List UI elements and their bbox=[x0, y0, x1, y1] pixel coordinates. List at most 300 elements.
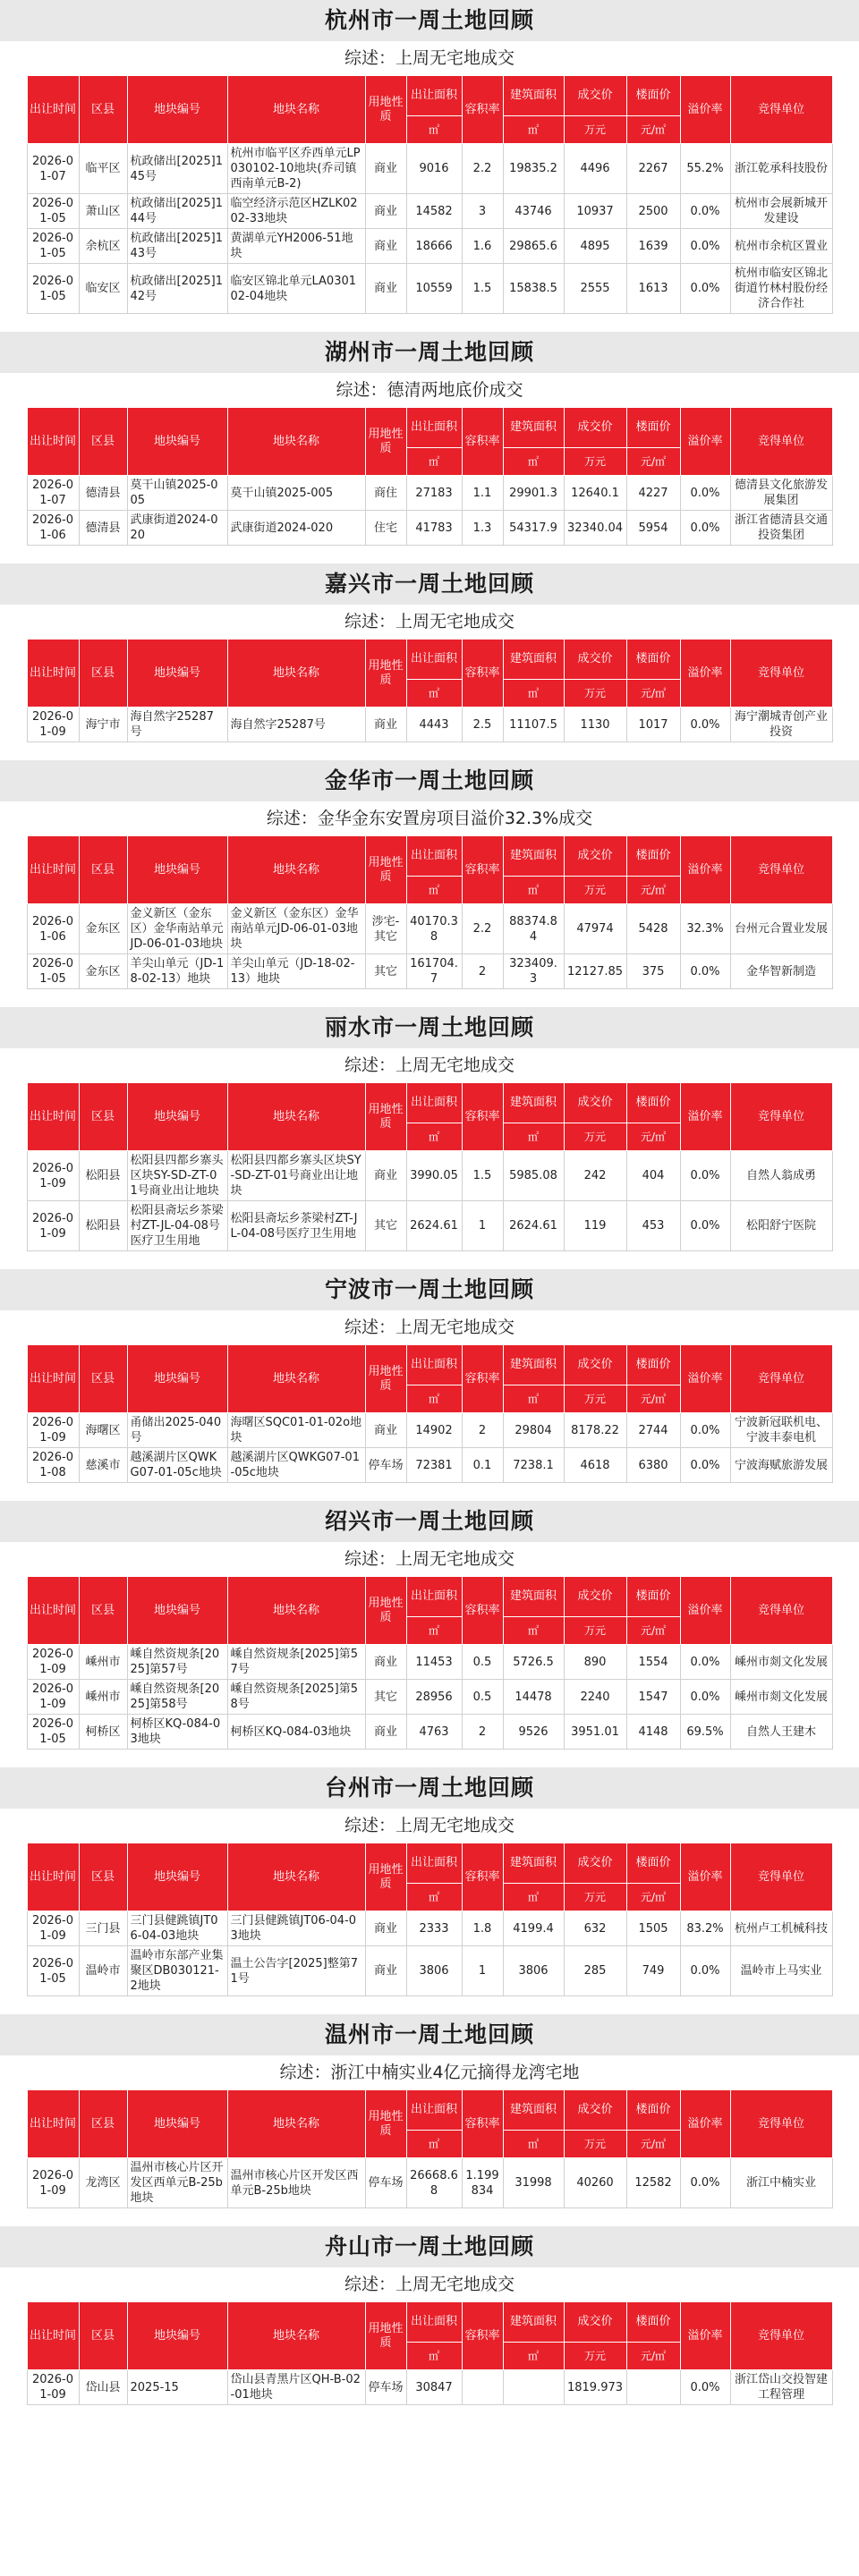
table-header-row bbox=[27, 408, 832, 448]
header-buyer: 竞得单位 bbox=[730, 836, 832, 904]
header-price: 成交价 bbox=[564, 1083, 626, 1123]
unit-area: ㎡ bbox=[406, 448, 462, 476]
table-row bbox=[27, 1413, 832, 1448]
cell-area: 30847 bbox=[406, 2370, 462, 2405]
cell-code: 杭政储出[2025]142号 bbox=[127, 264, 227, 314]
header-price: 成交价 bbox=[564, 836, 626, 877]
cell-use: 商业 bbox=[365, 194, 406, 229]
cell-name: 羊尖山单元（JD-18-02-13）地块 bbox=[227, 954, 365, 989]
cell-district: 萧山区 bbox=[79, 194, 127, 229]
land-table bbox=[27, 2089, 833, 2208]
unit-build-area: ㎡ bbox=[503, 680, 564, 708]
cell-price: 2555 bbox=[564, 264, 626, 314]
cell-name: 岱山县青黑片区QH-B-02-01地块 bbox=[227, 2370, 365, 2405]
cell-build-area: 5985.08 bbox=[503, 1151, 564, 1201]
cell-floor-price: 2267 bbox=[626, 144, 680, 194]
unit-price: 万元 bbox=[564, 448, 626, 476]
cell-plot-ratio: 2 bbox=[462, 954, 503, 989]
cell-plot-ratio: 2 bbox=[462, 1413, 503, 1448]
table-row bbox=[27, 264, 832, 314]
header-date: 出让时间 bbox=[27, 640, 79, 708]
header-build-area: 建筑面积 bbox=[503, 2302, 564, 2343]
cell-date: 2026-01-05 bbox=[27, 194, 79, 229]
city-section bbox=[0, 564, 859, 742]
header-build-area: 建筑面积 bbox=[503, 640, 564, 680]
cell-build-area: 54317.9 bbox=[503, 511, 564, 546]
cell-premium: 0.0% bbox=[680, 1201, 730, 1251]
header-name: 地块名称 bbox=[227, 1843, 365, 1911]
header-code: 地块编号 bbox=[127, 2090, 227, 2158]
cell-name: 临空经济示范区HZLK0202-33地块 bbox=[227, 194, 365, 229]
cell-build-area: 5726.5 bbox=[503, 1645, 564, 1680]
header-area: 出让面积 bbox=[406, 1843, 462, 1884]
section-summary: 综述：上周无宅地成交 bbox=[344, 1318, 515, 1337]
header-floor-price: 楼面价 bbox=[626, 408, 680, 448]
unit-area: ㎡ bbox=[406, 1385, 462, 1413]
cell-premium: 83.2% bbox=[680, 1911, 730, 1946]
cell-district: 海曙区 bbox=[79, 1413, 127, 1448]
cell-buyer: 杭州市余杭区置业 bbox=[730, 229, 832, 264]
unit-price: 万元 bbox=[564, 1617, 626, 1645]
cell-plot-ratio: 3 bbox=[462, 194, 503, 229]
cell-build-area: 15838.5 bbox=[503, 264, 564, 314]
cell-district: 慈溪市 bbox=[79, 1448, 127, 1483]
cell-buyer: 松阳舒宁医院 bbox=[730, 1201, 832, 1251]
cell-premium: 0.0% bbox=[680, 1946, 730, 1996]
cell-price: 4618 bbox=[564, 1448, 626, 1483]
land-table bbox=[27, 639, 833, 742]
cell-plot-ratio: 2.2 bbox=[462, 144, 503, 194]
cell-date: 2026-01-07 bbox=[27, 144, 79, 194]
table-row bbox=[27, 1715, 832, 1750]
unit-build-area: ㎡ bbox=[503, 2343, 564, 2370]
cell-use: 其它 bbox=[365, 1201, 406, 1251]
section-summary: 综述：上周无宅地成交 bbox=[344, 612, 515, 631]
cell-name: 松阳县四都乡寨头区块SY-SD-ZT-01号商业出让地块 bbox=[227, 1151, 365, 1201]
table-row bbox=[27, 1911, 832, 1946]
cell-area: 14582 bbox=[406, 194, 462, 229]
cell-code: 杭政储出[2025]143号 bbox=[127, 229, 227, 264]
cell-plot-ratio: 2.2 bbox=[462, 904, 503, 954]
header-name: 地块名称 bbox=[227, 2302, 365, 2370]
cell-date: 2026-01-09 bbox=[27, 1413, 79, 1448]
section-summary: 综述：上周无宅地成交 bbox=[344, 1055, 515, 1075]
cell-date: 2026-01-06 bbox=[27, 511, 79, 546]
unit-price: 万元 bbox=[564, 2131, 626, 2158]
header-code: 地块编号 bbox=[127, 1843, 227, 1911]
cell-date: 2026-01-05 bbox=[27, 229, 79, 264]
cell-floor-price: 1613 bbox=[626, 264, 680, 314]
unit-area: ㎡ bbox=[406, 1123, 462, 1151]
cell-premium: 0.0% bbox=[680, 1151, 730, 1201]
header-plot-ratio: 容积率 bbox=[462, 2302, 503, 2370]
table-row bbox=[27, 1201, 832, 1251]
cell-date: 2026-01-05 bbox=[27, 1715, 79, 1750]
cell-district: 金东区 bbox=[79, 954, 127, 989]
cell-build-area: 9526 bbox=[503, 1715, 564, 1750]
cell-name: 嵊自然资规条[2025]第58号 bbox=[227, 1680, 365, 1715]
cell-price: 890 bbox=[564, 1645, 626, 1680]
cell-build-area: 43746 bbox=[503, 194, 564, 229]
section-summary: 综述：金华金东安置房项目溢价32.3%成交 bbox=[266, 809, 593, 828]
cell-floor-price: 375 bbox=[626, 954, 680, 989]
table-row bbox=[27, 1946, 832, 1996]
cell-date: 2026-01-08 bbox=[27, 1448, 79, 1483]
section-title: 台州市一周土地回顾 bbox=[0, 1767, 859, 1809]
cell-date: 2026-01-05 bbox=[27, 264, 79, 314]
cell-floor-price: 1547 bbox=[626, 1680, 680, 1715]
header-price: 成交价 bbox=[564, 408, 626, 448]
cell-district: 临安区 bbox=[79, 264, 127, 314]
header-use: 用地性质 bbox=[365, 408, 406, 476]
cell-area: 26668.68 bbox=[406, 2158, 462, 2208]
table-row bbox=[27, 1448, 832, 1483]
header-plot-ratio: 容积率 bbox=[462, 2090, 503, 2158]
cell-area: 9016 bbox=[406, 144, 462, 194]
unit-floor-price: 元/㎡ bbox=[626, 2343, 680, 2370]
cell-name: 黄湖单元YH2006-51地块 bbox=[227, 229, 365, 264]
table-row bbox=[27, 2370, 832, 2405]
cell-district: 海宁市 bbox=[79, 708, 127, 742]
cell-date: 2026-01-09 bbox=[27, 1911, 79, 1946]
table-row bbox=[27, 1645, 832, 1680]
cell-code: 温州市核心片区开发区西单元B-25b地块 bbox=[127, 2158, 227, 2208]
city-section bbox=[0, 2226, 859, 2405]
header-district: 区县 bbox=[79, 1345, 127, 1413]
header-name: 地块名称 bbox=[227, 640, 365, 708]
cell-date: 2026-01-06 bbox=[27, 904, 79, 954]
header-build-area: 建筑面积 bbox=[503, 1345, 564, 1385]
header-district: 区县 bbox=[79, 1843, 127, 1911]
cell-area: 14902 bbox=[406, 1413, 462, 1448]
unit-floor-price: 元/㎡ bbox=[626, 680, 680, 708]
cell-code: 杭政储出[2025]144号 bbox=[127, 194, 227, 229]
header-area: 出让面积 bbox=[406, 1083, 462, 1123]
cell-code: 杭政储出[2025]145号 bbox=[127, 144, 227, 194]
header-district: 区县 bbox=[79, 2302, 127, 2370]
cell-date: 2026-01-09 bbox=[27, 1680, 79, 1715]
section-title: 嘉兴市一周土地回顾 bbox=[0, 564, 859, 605]
cell-code: 柯桥区KQ-084-03地块 bbox=[127, 1715, 227, 1750]
table-row bbox=[27, 904, 832, 954]
header-premium: 溢价率 bbox=[680, 76, 730, 144]
cell-use: 商业 bbox=[365, 1645, 406, 1680]
header-premium: 溢价率 bbox=[680, 1577, 730, 1645]
cell-code: 嵊自然资规条[2025]第57号 bbox=[127, 1645, 227, 1680]
cell-floor-price: 453 bbox=[626, 1201, 680, 1251]
cell-price: 285 bbox=[564, 1946, 626, 1996]
header-date: 出让时间 bbox=[27, 408, 79, 476]
cell-code: 越溪湖片区QWKG07-01-05c地块 bbox=[127, 1448, 227, 1483]
header-plot-ratio: 容积率 bbox=[462, 1577, 503, 1645]
header-floor-price: 楼面价 bbox=[626, 1083, 680, 1123]
header-premium: 溢价率 bbox=[680, 1345, 730, 1413]
table-body bbox=[27, 1645, 832, 1750]
cell-build-area: 14478 bbox=[503, 1680, 564, 1715]
cell-name: 温土公告字[2025]整第71号 bbox=[227, 1946, 365, 1996]
cell-build-area: 7238.1 bbox=[503, 1448, 564, 1483]
table-header-row bbox=[27, 1345, 832, 1385]
cell-plot-ratio: 1.6 bbox=[462, 229, 503, 264]
unit-floor-price: 元/㎡ bbox=[626, 116, 680, 144]
cell-price: 4496 bbox=[564, 144, 626, 194]
header-floor-price: 楼面价 bbox=[626, 1577, 680, 1617]
unit-build-area: ㎡ bbox=[503, 2131, 564, 2158]
header-floor-price: 楼面价 bbox=[626, 76, 680, 116]
cell-use: 商业 bbox=[365, 264, 406, 314]
cell-plot-ratio: 1.199834 bbox=[462, 2158, 503, 2208]
cell-use: 停车场 bbox=[365, 1448, 406, 1483]
cell-name: 温州市核心片区开发区西单元B-25b地块 bbox=[227, 2158, 365, 2208]
header-use: 用地性质 bbox=[365, 2302, 406, 2370]
cell-use: 商业 bbox=[365, 1946, 406, 1996]
unit-floor-price: 元/㎡ bbox=[626, 2131, 680, 2158]
cell-district: 嵊州市 bbox=[79, 1645, 127, 1680]
cell-use: 商业 bbox=[365, 1715, 406, 1750]
cell-premium: 32.3% bbox=[680, 904, 730, 954]
land-table bbox=[27, 1576, 833, 1750]
header-name: 地块名称 bbox=[227, 2090, 365, 2158]
header-build-area: 建筑面积 bbox=[503, 1083, 564, 1123]
cell-code: 松阳县四都乡寨头区块SY-SD-ZT-01号商业出让地块 bbox=[127, 1151, 227, 1201]
cell-buyer: 宁波海赋旅游发展 bbox=[730, 1448, 832, 1483]
header-date: 出让时间 bbox=[27, 2090, 79, 2158]
cell-buyer: 温岭市上马实业 bbox=[730, 1946, 832, 1996]
cell-premium: 0.0% bbox=[680, 194, 730, 229]
header-floor-price: 楼面价 bbox=[626, 1843, 680, 1884]
header-date: 出让时间 bbox=[27, 836, 79, 904]
header-build-area: 建筑面积 bbox=[503, 2090, 564, 2131]
header-code: 地块编号 bbox=[127, 1083, 227, 1151]
cell-use: 其它 bbox=[365, 954, 406, 989]
header-area: 出让面积 bbox=[406, 836, 462, 877]
unit-area: ㎡ bbox=[406, 2131, 462, 2158]
cell-price: 632 bbox=[564, 1911, 626, 1946]
header-name: 地块名称 bbox=[227, 836, 365, 904]
unit-build-area: ㎡ bbox=[503, 877, 564, 904]
cell-build-area: 29804 bbox=[503, 1413, 564, 1448]
cell-use: 停车场 bbox=[365, 2158, 406, 2208]
cell-use: 其它 bbox=[365, 1680, 406, 1715]
cell-area: 40170.38 bbox=[406, 904, 462, 954]
header-price: 成交价 bbox=[564, 2302, 626, 2343]
cell-premium: 0.0% bbox=[680, 1413, 730, 1448]
cell-buyer: 自然人王建木 bbox=[730, 1715, 832, 1750]
section-summary: 综述：德清两地底价成交 bbox=[336, 380, 523, 400]
table-row bbox=[27, 229, 832, 264]
cell-use: 住宅 bbox=[365, 511, 406, 546]
table-body bbox=[27, 2370, 832, 2405]
header-build-area: 建筑面积 bbox=[503, 1577, 564, 1617]
header-district: 区县 bbox=[79, 76, 127, 144]
city-section bbox=[0, 1007, 859, 1251]
header-district: 区县 bbox=[79, 836, 127, 904]
cell-build-area: 88374.84 bbox=[503, 904, 564, 954]
section-summary: 综述：浙江中楠实业4亿元摘得龙湾宅地 bbox=[279, 2063, 580, 2082]
table-row bbox=[27, 1680, 832, 1715]
header-date: 出让时间 bbox=[27, 76, 79, 144]
unit-area: ㎡ bbox=[406, 680, 462, 708]
cell-code: 莫干山镇2025-005 bbox=[127, 476, 227, 511]
unit-floor-price: 元/㎡ bbox=[626, 877, 680, 904]
cell-plot-ratio: 1 bbox=[462, 1201, 503, 1251]
table-row bbox=[27, 2158, 832, 2208]
cell-use: 商业 bbox=[365, 1911, 406, 1946]
land-table bbox=[27, 2301, 833, 2405]
cell-use: 商住 bbox=[365, 476, 406, 511]
unit-floor-price: 元/㎡ bbox=[626, 448, 680, 476]
table-row bbox=[27, 511, 832, 546]
unit-area: ㎡ bbox=[406, 1884, 462, 1911]
cell-district: 金东区 bbox=[79, 904, 127, 954]
cell-name: 海自然字25287号 bbox=[227, 708, 365, 742]
cell-district: 温岭市 bbox=[79, 1946, 127, 1996]
cell-floor-price: 1505 bbox=[626, 1911, 680, 1946]
header-district: 区县 bbox=[79, 2090, 127, 2158]
header-build-area: 建筑面积 bbox=[503, 836, 564, 877]
cell-buyer: 台州元合置业发展 bbox=[730, 904, 832, 954]
cell-plot-ratio: 0.1 bbox=[462, 1448, 503, 1483]
cell-date: 2026-01-09 bbox=[27, 1201, 79, 1251]
cell-use: 停车场 bbox=[365, 2370, 406, 2405]
section-summary: 综述：上周无宅地成交 bbox=[344, 1549, 515, 1569]
header-floor-price: 楼面价 bbox=[626, 836, 680, 877]
header-name: 地块名称 bbox=[227, 1345, 365, 1413]
cell-buyer: 浙江中楠实业 bbox=[730, 2158, 832, 2208]
table-row bbox=[27, 476, 832, 511]
table-row bbox=[27, 954, 832, 989]
cell-floor-price: 1554 bbox=[626, 1645, 680, 1680]
header-buyer: 竞得单位 bbox=[730, 408, 832, 476]
cell-area: 2333 bbox=[406, 1911, 462, 1946]
header-area: 出让面积 bbox=[406, 408, 462, 448]
header-plot-ratio: 容积率 bbox=[462, 76, 503, 144]
cell-premium: 0.0% bbox=[680, 229, 730, 264]
header-name: 地块名称 bbox=[227, 76, 365, 144]
unit-price: 万元 bbox=[564, 2343, 626, 2370]
header-build-area: 建筑面积 bbox=[503, 76, 564, 116]
cell-premium: 0.0% bbox=[680, 2158, 730, 2208]
cell-buyer: 杭州市临安区锦北街道竹林村股份经济合作社 bbox=[730, 264, 832, 314]
cell-name: 三门县健跳镇JT06-04-03地块 bbox=[227, 1911, 365, 1946]
cell-buyer: 海宁潮城青创产业投资 bbox=[730, 708, 832, 742]
cell-plot-ratio: 1.5 bbox=[462, 1151, 503, 1201]
table-row bbox=[27, 194, 832, 229]
cell-name: 嵊自然资规条[2025]第57号 bbox=[227, 1645, 365, 1680]
header-price: 成交价 bbox=[564, 1345, 626, 1385]
cell-buyer: 嵊州市剡文化发展 bbox=[730, 1645, 832, 1680]
cell-date: 2026-01-05 bbox=[27, 954, 79, 989]
header-premium: 溢价率 bbox=[680, 2302, 730, 2370]
cell-date: 2026-01-09 bbox=[27, 1645, 79, 1680]
cell-floor-price: 2744 bbox=[626, 1413, 680, 1448]
cell-area: 4763 bbox=[406, 1715, 462, 1750]
cell-code: 武康街道2024-020 bbox=[127, 511, 227, 546]
header-date: 出让时间 bbox=[27, 2302, 79, 2370]
cell-plot-ratio: 1.3 bbox=[462, 511, 503, 546]
header-price: 成交价 bbox=[564, 2090, 626, 2131]
header-code: 地块编号 bbox=[127, 2302, 227, 2370]
cell-buyer: 嵊州市剡文化发展 bbox=[730, 1680, 832, 1715]
cell-build-area: 19835.2 bbox=[503, 144, 564, 194]
section-title: 绍兴市一周土地回顾 bbox=[0, 1501, 859, 1542]
cell-area: 10559 bbox=[406, 264, 462, 314]
table-body bbox=[27, 2158, 832, 2208]
cell-area: 11453 bbox=[406, 1645, 462, 1680]
cell-premium: 0.0% bbox=[680, 2370, 730, 2405]
section-title: 杭州市一周土地回顾 bbox=[0, 0, 859, 41]
unit-price: 万元 bbox=[564, 1385, 626, 1413]
cell-name: 临安区锦北单元LA030102-04地块 bbox=[227, 264, 365, 314]
cell-date: 2026-01-09 bbox=[27, 2158, 79, 2208]
cell-buyer: 杭州卢工机械科技 bbox=[730, 1911, 832, 1946]
cell-district: 余杭区 bbox=[79, 229, 127, 264]
table-body bbox=[27, 904, 832, 989]
cell-use: 商业 bbox=[365, 1413, 406, 1448]
cell-buyer: 浙江乾承科技股份 bbox=[730, 144, 832, 194]
table-header-row bbox=[27, 76, 832, 116]
cell-name: 松阳县斋坛乡茶梁村ZT-JL-04-08号医疗卫生用地 bbox=[227, 1201, 365, 1251]
cell-floor-price: 749 bbox=[626, 1946, 680, 1996]
cell-build-area: 29865.6 bbox=[503, 229, 564, 264]
cell-plot-ratio bbox=[462, 2370, 503, 2405]
header-district: 区县 bbox=[79, 1577, 127, 1645]
header-premium: 溢价率 bbox=[680, 408, 730, 476]
unit-price: 万元 bbox=[564, 877, 626, 904]
city-section bbox=[0, 2014, 859, 2208]
header-area: 出让面积 bbox=[406, 1577, 462, 1617]
header-code: 地块编号 bbox=[127, 1577, 227, 1645]
cell-price: 3951.01 bbox=[564, 1715, 626, 1750]
header-area: 出让面积 bbox=[406, 640, 462, 680]
table-body bbox=[27, 1413, 832, 1483]
header-use: 用地性质 bbox=[365, 76, 406, 144]
unit-build-area: ㎡ bbox=[503, 1123, 564, 1151]
cell-code: 甬储出2025-040号 bbox=[127, 1413, 227, 1448]
land-table bbox=[27, 75, 833, 314]
cell-premium: 69.5% bbox=[680, 1715, 730, 1750]
cell-premium: 0.0% bbox=[680, 1448, 730, 1483]
cell-name: 金义新区（金东区）金华南站单元JD-06-01-03地块 bbox=[227, 904, 365, 954]
cell-date: 2026-01-05 bbox=[27, 1946, 79, 1996]
cell-area: 41783 bbox=[406, 511, 462, 546]
cell-district: 柯桥区 bbox=[79, 1715, 127, 1750]
city-section bbox=[0, 0, 859, 314]
cell-plot-ratio: 1.1 bbox=[462, 476, 503, 511]
cell-plot-ratio: 1 bbox=[462, 1946, 503, 1996]
cell-plot-ratio: 2.5 bbox=[462, 708, 503, 742]
cell-build-area: 4199.4 bbox=[503, 1911, 564, 1946]
header-buyer: 竞得单位 bbox=[730, 2090, 832, 2158]
table-header-row bbox=[27, 1843, 832, 1884]
table-body bbox=[27, 476, 832, 546]
header-district: 区县 bbox=[79, 640, 127, 708]
cell-floor-price: 404 bbox=[626, 1151, 680, 1201]
cell-buyer: 德清县文化旅游发展集团 bbox=[730, 476, 832, 511]
unit-price: 万元 bbox=[564, 680, 626, 708]
cell-area: 3806 bbox=[406, 1946, 462, 1996]
cell-name: 海曙区SQC01-01-02o地块 bbox=[227, 1413, 365, 1448]
header-use: 用地性质 bbox=[365, 640, 406, 708]
cell-district: 嵊州市 bbox=[79, 1680, 127, 1715]
cell-floor-price: 1639 bbox=[626, 229, 680, 264]
cell-buyer: 宁波新冠联机电、宁波丰泰电机 bbox=[730, 1413, 832, 1448]
cell-premium: 0.0% bbox=[680, 954, 730, 989]
header-floor-price: 楼面价 bbox=[626, 640, 680, 680]
table-body bbox=[27, 1911, 832, 1996]
cell-price: 4895 bbox=[564, 229, 626, 264]
header-premium: 溢价率 bbox=[680, 1083, 730, 1151]
